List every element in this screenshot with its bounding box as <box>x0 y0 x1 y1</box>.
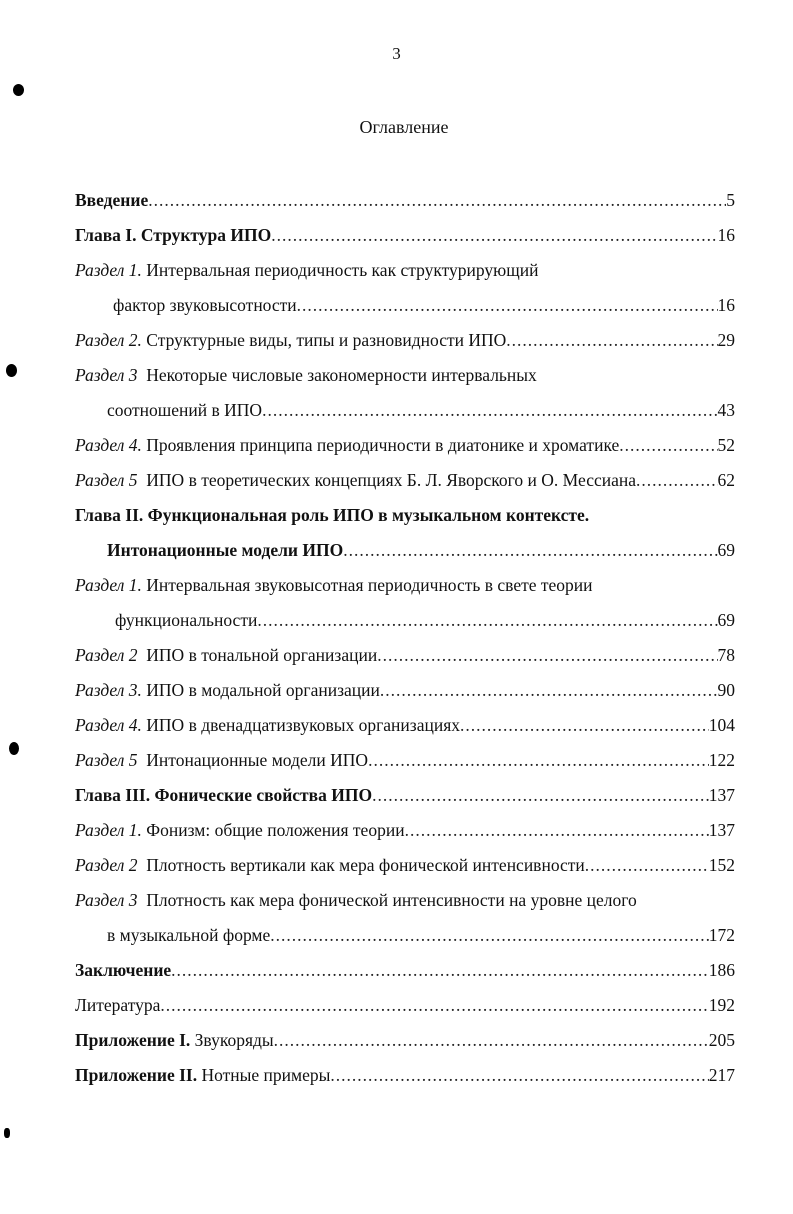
leader-dots <box>460 713 709 737</box>
punch-hole-mark <box>9 742 19 755</box>
entry-text: фактор звуковысотности <box>113 295 297 315</box>
entry-text: ИПО в тональной организации <box>146 645 378 665</box>
entry-heading: Приложение II. <box>75 1065 198 1085</box>
toc-entry[interactable] <box>75 958 735 993</box>
page-ref: 69 <box>717 610 735 630</box>
section-label: Раздел 3 <box>75 890 138 910</box>
leader-dots <box>585 853 709 877</box>
leader-dots <box>636 468 718 492</box>
page-ref: 43 <box>717 400 735 420</box>
toc-entry-continuation[interactable] <box>75 398 735 433</box>
toc-entry[interactable] <box>75 503 735 538</box>
toc-entry-continuation[interactable] <box>75 608 735 643</box>
section-label: Раздел 4. <box>75 435 142 455</box>
leader-dots <box>372 783 709 807</box>
entry-text: Плотность как мера фонической интенсивности на уровне целого <box>146 890 637 910</box>
entry-text: Структурные виды, типы и разновидности ИПО <box>146 330 507 350</box>
toc-entry[interactable] <box>75 223 735 258</box>
toc-entry[interactable] <box>75 783 735 818</box>
entry-text: Плотность вертикали как мера фонической интенсивности <box>146 855 585 875</box>
entry-heading: Введение <box>75 190 149 210</box>
entry-heading: Глава I. Структура ИПО <box>75 225 272 245</box>
entry-text: Интонационные модели ИПО <box>146 750 369 770</box>
section-label: Раздел 1. <box>75 575 142 595</box>
leader-dots <box>271 223 717 247</box>
page-title: Оглавление <box>359 117 449 137</box>
toc-entry-continuation[interactable] <box>75 923 735 958</box>
page-ref: 217 <box>708 1065 735 1085</box>
toc-entry[interactable] <box>75 1063 735 1098</box>
leader-dots <box>262 398 717 422</box>
entry-text: ИПО в двенадцатизвуковых организациях <box>146 715 460 735</box>
toc-entry[interactable] <box>75 993 735 1028</box>
entry-text: Интервальная звуковысотная периодичность в свете теории <box>146 575 593 595</box>
punch-hole-mark <box>13 84 24 96</box>
page-ref: 172 <box>708 925 735 945</box>
toc-entry[interactable] <box>75 678 735 713</box>
section-label: Раздел 4. <box>75 715 142 735</box>
entry-heading: Глава II. Функциональная роль ИПО в музыкальном контексте. <box>75 505 590 525</box>
page-ref: 137 <box>708 820 735 840</box>
leader-dots <box>297 293 718 317</box>
entry-text: Литература <box>75 995 161 1015</box>
page-ref: 29 <box>717 330 735 350</box>
punch-hole-mark <box>4 1128 10 1138</box>
leader-dots <box>270 923 708 947</box>
leader-dots <box>343 538 717 562</box>
leader-dots <box>171 958 709 982</box>
section-label: Раздел 3 <box>75 365 138 385</box>
page-ref: 90 <box>717 680 735 700</box>
toc-entry[interactable] <box>75 258 735 293</box>
toc-entry[interactable] <box>75 188 735 223</box>
toc-entry[interactable] <box>75 363 735 398</box>
entry-text: Нотные примеры <box>201 1065 331 1085</box>
leader-dots <box>405 818 709 842</box>
toc-entry[interactable] <box>75 643 735 678</box>
page-ref: 16 <box>717 225 735 245</box>
toc-entry[interactable] <box>75 328 735 363</box>
section-label: Раздел 5 <box>75 470 138 490</box>
toc-entry[interactable] <box>75 748 735 783</box>
entry-text: Некоторые числовые закономерности интервальных <box>146 365 537 385</box>
page-ref: 78 <box>717 645 735 665</box>
leader-dots <box>160 993 708 1017</box>
entry-heading: Заключение <box>75 960 172 980</box>
page-ref: 69 <box>717 540 735 560</box>
entry-text: Интервальная периодичность как структурирующий <box>146 260 539 280</box>
toc-entry[interactable] <box>75 713 735 748</box>
leader-dots <box>148 188 726 212</box>
section-label: Раздел 2 <box>75 645 138 665</box>
toc-entry[interactable] <box>75 573 735 608</box>
toc-entry[interactable] <box>75 1028 735 1063</box>
page-ref: 137 <box>708 785 735 805</box>
section-label: Раздел 2 <box>75 855 138 875</box>
page-ref: 152 <box>708 855 735 875</box>
toc-entry-continuation[interactable] <box>75 538 735 573</box>
table-of-contents <box>75 188 735 1098</box>
section-label: Раздел 3. <box>75 680 142 700</box>
entry-text: в музыкальной форме <box>107 925 271 945</box>
page-ref: 122 <box>708 750 735 770</box>
entry-text: функциональности <box>115 610 258 630</box>
entry-text: Проявления принципа периодичности в диатонике и хроматике <box>146 435 620 455</box>
page-ref: 186 <box>708 960 735 980</box>
entry-text: ИПО в теоретических концепциях Б. Л. Яворского и О. Мессиана <box>146 470 636 490</box>
page-ref: 192 <box>708 995 735 1015</box>
entry-heading: Глава III. Фонические свойства ИПО <box>75 785 373 805</box>
page-ref: 52 <box>717 435 735 455</box>
section-label: Раздел 1. <box>75 820 142 840</box>
section-label: Раздел 2. <box>75 330 142 350</box>
page-ref: 5 <box>726 190 735 210</box>
leader-dots <box>619 433 717 457</box>
leader-dots <box>330 1063 708 1087</box>
leader-dots <box>257 608 717 632</box>
entry-text: Фонизм: общие положения теории <box>146 820 405 840</box>
leader-dots <box>506 328 717 352</box>
toc-entry[interactable] <box>75 888 735 923</box>
punch-hole-mark <box>6 364 17 377</box>
leader-dots <box>368 748 709 772</box>
entry-heading: Приложение I. <box>75 1030 191 1050</box>
page-ref: 62 <box>717 470 735 490</box>
page-ref: 104 <box>708 715 735 735</box>
toc-entry[interactable] <box>75 468 735 503</box>
leader-dots <box>274 1028 709 1052</box>
leader-dots <box>377 643 717 667</box>
section-label: Раздел 1. <box>75 260 142 280</box>
page-number: 3 <box>392 44 401 63</box>
entry-heading: Интонационные модели ИПО <box>107 540 344 560</box>
toc-entry[interactable] <box>75 818 735 853</box>
toc-entry[interactable] <box>75 853 735 888</box>
entry-text: ИПО в модальной организации <box>146 680 380 700</box>
entry-text: соотношений в ИПО <box>107 400 263 420</box>
toc-entry-continuation[interactable] <box>75 293 735 328</box>
section-label: Раздел 5 <box>75 750 138 770</box>
page-ref: 16 <box>717 295 735 315</box>
page-ref: 205 <box>708 1030 735 1050</box>
toc-entry[interactable] <box>75 433 735 468</box>
entry-text: Звукоряды <box>194 1030 274 1050</box>
leader-dots <box>380 678 718 702</box>
